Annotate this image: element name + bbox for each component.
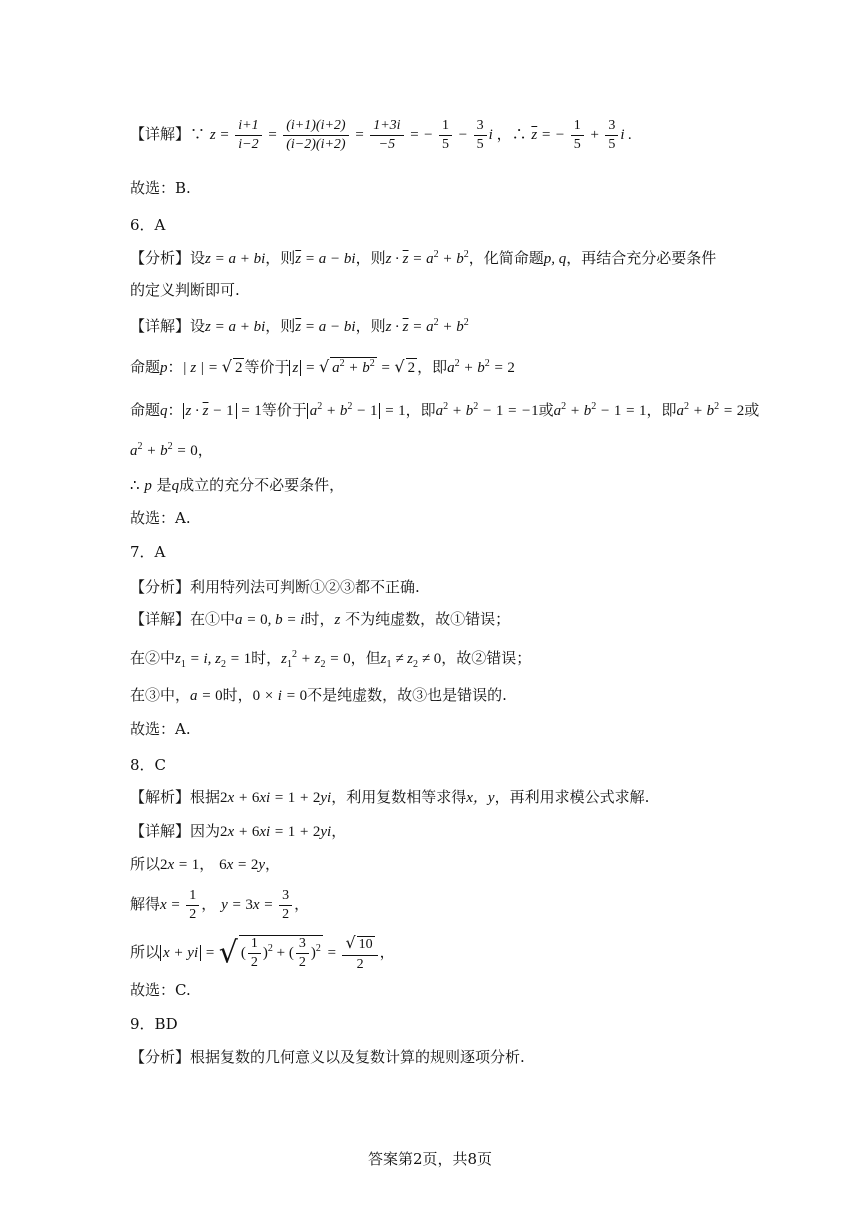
answer-q6: 故选：A. [130,509,191,527]
case-3-q7: 在③中，a = 0时，0 × i = 0不是纯虚数，故③也是错误的. [130,686,507,704]
detail-line-q5: 【详解】∵ z = $\frac{i+1}{i-2}$ = $\frac{(i+1)(i+2)}{(i-2)(i+2)}$ = $\frac{1+3i}{-5}$ = − $\frac{1}{5}$ − $\frac{3}{5}$ i ，∴ $\overline{z}$ = − $\frac{1}{5}$ + $\frac{3}{5}$ i . [130,118,633,153]
equations-q8: 所以2x = 1， 6x = 2y， [130,855,281,873]
solution-q8: 解得x = $\frac{1}{2}$ ， y = 3x = $\frac{3}{2}$ ， [130,888,310,923]
proposition-q-cont: $a^2 + b^2 = 0$， [130,441,213,459]
question-6-heading: 6．A [130,216,166,234]
case-2-q7: 在②中$z_1 = i$, $z_2 = 1$时，$z_1^2 + z_2 = 0$，但$z_1 \ne z_2 \ne 0$，故②错误； [130,649,532,670]
answer-q5: 故选：B. [130,179,191,197]
analysis-line-q7: 【分析】利用特列法可判断①②③都不正确. [130,578,420,596]
detail-line-q6: 【详解】设z = a + bi，则$\overline{z} = a$ − bi，则$z \cdot \overline{z} = a^2 + b^2$ [130,317,469,335]
detail-line-q7: 【详解】在①中a = 0, b = i时，z 不为纯虚数，故①错误； [130,610,511,628]
modulus-q8: 所以 x + yi = √ ( $\frac{1}{2}$ )$^2$ + ( $\frac{3}{2}$ )$^2$ = $\frac{√ 10}{2}$ ， [130,933,395,972]
answer-q8: 故选：C. [130,981,191,999]
proposition-p: 命题p：| z | = √ 2 等价于 z = √ $a^2 + b^2$ = √ 2 ，即$a^2 + b^2 = 2$ [130,357,515,376]
question-7-heading: 7．A [130,543,166,561]
question-9-heading: 9．BD [130,1015,178,1033]
analysis-line-q9: 【分析】根据复数的几何意义以及复数计算的规则逐项分析. [130,1048,525,1066]
conclusion-q6: ∴ p 是q成立的充分不必要条件， [130,476,345,494]
formula-z-quotient: z = $\frac{i+1}{i-2}$ = $\frac{(i+1)(i+2)}{(i-2)(i+2)}$ = $\frac{1+3i}{-5}$ = − $\frac{1}{5}$ − $\frac{3}{5}$ i [209,118,497,153]
page-footer: 答案第2页，共8页 [367,1150,493,1168]
question-8-heading: 8．C [130,756,167,774]
formula-z-conjugate: $\overline{z}$ = − $\frac{1}{5}$ + $\frac{3}{5}$ i . [531,118,633,153]
analysis-line-q6-cont: 的定义判断即可. [130,281,240,299]
analysis-line-q6: 【分析】设z = a + bi，则$\overline{z} = a$ − bi，则$z \cdot \overline{z} = a^2 + b^2$，化简命题p, q，再结合充分必要条件 [130,249,717,267]
tag-detail: 【详解】 [130,125,191,144]
proposition-q: 命题q： $z \cdot \overline{z} - 1 = 1$等价于 $a^2 + b^2 - 1 = 1$，即$a^2 + b^2 - 1 = -1$或$a^2 + b^2 - 1 = 1$，即$a^2 + b^2 = 2$或 [130,401,760,419]
detail-line-q8: 【详解】因为2x + 6xi = 1 + 2yi， [130,822,347,840]
answer-q7: 故选：A. [130,720,191,738]
analysis-line-q8: 【解析】根据2x + 6xi = 1 + 2yi，利用复数相等求得x，y，再利用求模公式求解. [130,788,650,806]
